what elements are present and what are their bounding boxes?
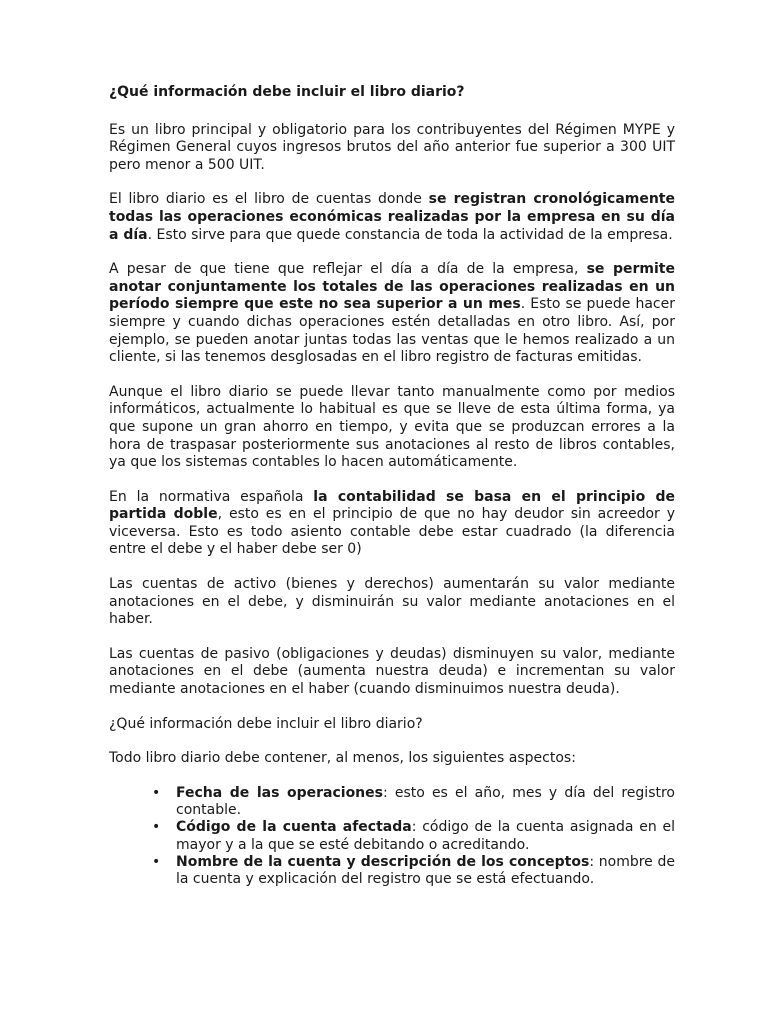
- paragraph-definition: [109, 191, 675, 244]
- paragraph-definition-bold: se registran cronológicamente todas las operaciones económicas realizadas por la empresa en su día a día: [109, 191, 675, 243]
- paragraph-liabilities: Las cuentas de pasivo (obligaciones y deudas) disminuyen su valor, mediante anotaciones en el debe (aumenta nuestra deuda) e incrementan su valor mediante anotaciones en el haber (cuando disminuimos nuestra deuda).: [109, 645, 675, 698]
- paragraph-totals-bold: se permite anotar conjuntamente los totales de las operaciones realizadas en un período siempre que este no sea superior a un mes: [109, 261, 675, 313]
- paragraph-double-entry-bold: la contabilidad se basa en el principio de partida doble: [109, 488, 675, 523]
- paragraph-definition-tail: . Esto sirve para que quede constancia de toda la actividad de la empresa.: [147, 226, 673, 243]
- list-item-desc: : esto es el año, mes y día del registro contable.: [176, 784, 675, 819]
- paragraph-totals: [109, 261, 675, 367]
- paragraph-intro: Es un libro principal y obligatorio para los contribuyentes del Régimen MYPE y Régimen General cuyos ingresos brutos del año anterior fue superior a 300 UIT pero menor a 500 UIT.: [109, 121, 675, 173]
- paragraph-double-entry-tail: , esto es en el principio de que no hay deudor sin acreedor y viceversa. Esto es todo asiento contable debe estar cuadrado (la diferencia entre el debe y el haber debe ser 0): [109, 506, 675, 558]
- list-item-desc: : nombre de la cuenta y explicación del registro que se está efectuando.: [176, 854, 675, 888]
- paragraph-double-entry-text: En la normativa española: [109, 488, 304, 505]
- document-title: ¿Qué información debe incluir el libro diario?: [109, 84, 465, 100]
- list-item-term: Nombre de la cuenta y descripción de los conceptos: [176, 854, 590, 870]
- list-item-term: Fecha de las operaciones: [176, 784, 383, 801]
- bullet-icon: •: [152, 784, 161, 801]
- list-item-term: Código de la cuenta afectada: [176, 819, 412, 836]
- list-item: [109, 854, 675, 889]
- paragraph-totals-text: A pesar de que tiene que reflejar el día a día de la empresa,: [109, 261, 579, 278]
- paragraph-aspects-intro: Todo libro diario debe contener, al menos, los siguientes aspectos:: [109, 750, 576, 767]
- paragraph-question: ¿Qué información debe incluir el libro diario?: [109, 715, 423, 732]
- paragraph-assets: Las cuentas de activo (bienes y derechos) aumentarán su valor mediante anotaciones en el debe, y disminuirán su valor mediante anotaciones en el haber.: [109, 576, 675, 628]
- paragraph-computerized: Aunque el libro diario se puede llevar tanto manualmente como por medios informáticos, actualmente lo habitual es que se lleve de esta última forma, ya que supone un gran ahorro en tiempo, y evita que se produzcan errores a la hora de traspasar posteriormente sus anotaciones al resto de libros contables, ya que los sistemas contables lo hacen automáticamente.: [109, 383, 675, 471]
- list-item: [109, 785, 675, 820]
- list-item: [109, 819, 675, 854]
- bullet-icon: •: [152, 819, 161, 836]
- bullet-icon: •: [152, 854, 161, 870]
- paragraph-definition-text: El libro diario es el libro de cuentas donde: [109, 191, 422, 208]
- paragraph-double-entry: [109, 489, 675, 559]
- paragraph-totals-tail: . Esto se puede hacer siempre y cuando dichas operaciones estén detalladas en otro libro. Así, por ejemplo, se pueden anotar juntas todas las ventas que le hemos realizado a un cliente, si las tenemos desglosadas en el libro registro de facturas emitidas.: [109, 296, 675, 366]
- document-page: [109, 84, 675, 889]
- list-item-desc: : código de la cuenta asignada en el mayor y a la que se esté debitando o acreditando.: [176, 819, 675, 853]
- aspects-list: [109, 785, 675, 889]
